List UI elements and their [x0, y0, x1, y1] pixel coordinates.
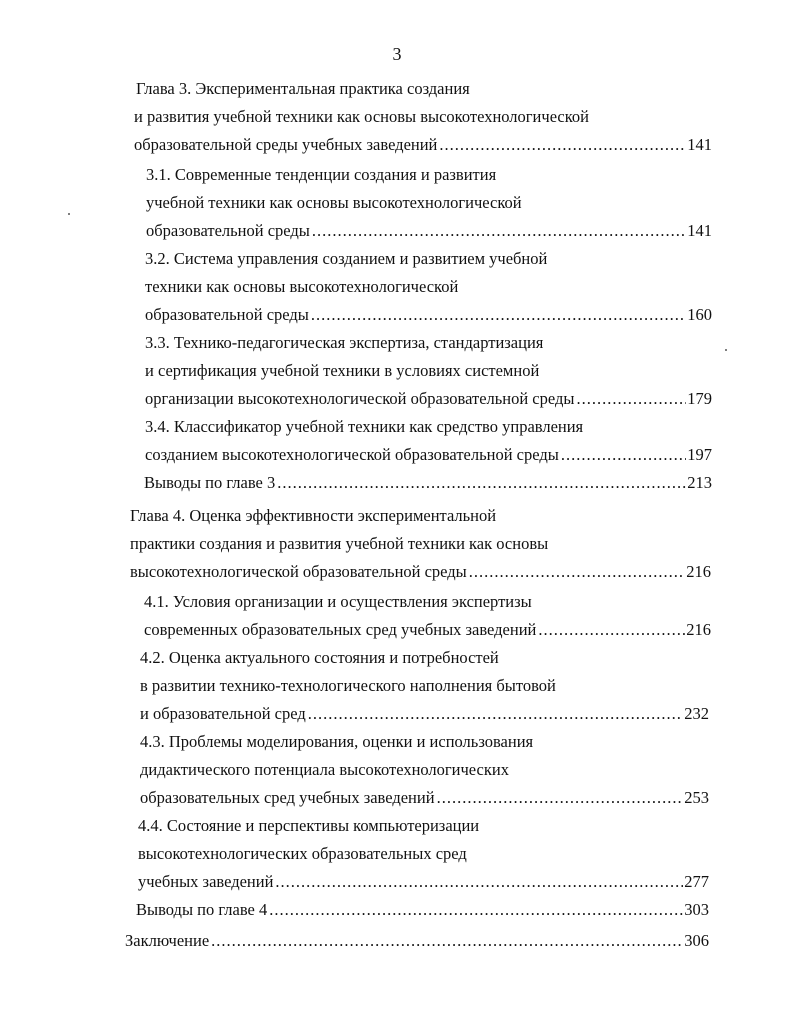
entry-text: 3.3. Технико-педагогическая экспертиза, стандартизация [145, 333, 544, 352]
entry-text: 3.2. Система управления созданием и развитием учебной [145, 249, 548, 268]
entry-last-line [140, 704, 709, 724]
leader-dots [437, 135, 686, 155]
leader-dots [435, 788, 684, 808]
scan-speck [725, 349, 727, 351]
entry-text: высокотехнологических образовательных сред [138, 844, 467, 863]
entry-last-line [138, 872, 709, 892]
entry-text: современных образовательных сред учебных заведений [144, 620, 537, 639]
leader-dots [536, 620, 685, 640]
entry-text: организации высокотехнологической образовательной среды [145, 389, 575, 408]
page-ref: 160 [687, 305, 712, 324]
entry-text: образовательной среды [145, 305, 309, 324]
entry-last-line [125, 931, 709, 951]
leader-dots [306, 704, 684, 724]
entry-text: Глава 3. Экспериментальная практика создания [136, 79, 470, 98]
entry-text: техники как основы высокотехнологической [145, 277, 459, 296]
page-ref: 141 [687, 221, 712, 240]
leader-dots [559, 445, 686, 465]
entry-last-line [146, 221, 712, 241]
entry-text: 4.4. Состояние и перспективы компьютеризации [138, 816, 480, 835]
leader-dots [267, 900, 683, 920]
leader-dots [574, 389, 686, 409]
page-ref: 216 [686, 562, 711, 581]
entry-last-line [134, 135, 712, 155]
page-ref: 277 [684, 872, 709, 891]
entry-last-line [145, 305, 712, 325]
page-ref: 306 [684, 931, 709, 950]
entry-text: образовательной среды [146, 221, 310, 240]
entry-text: 3.1. Современные тенденции создания и развития [146, 165, 497, 184]
entry-last-line [144, 620, 711, 640]
entry-text: высокотехнологической образовательной среды [130, 562, 467, 581]
entry-last-line [144, 473, 712, 493]
entry-text: Глава 4. Оценка эффективности экспериментальной [130, 506, 497, 525]
leader-dots [209, 931, 683, 951]
entry-text: дидактического потенциала высокотехнологических [140, 760, 509, 779]
entry-last-line [140, 788, 709, 808]
entry-text: Заключение [125, 931, 210, 950]
leader-dots [310, 221, 686, 241]
page-ref: 232 [684, 704, 709, 723]
entry-text: 4.3. Проблемы моделирования, оценки и использования [140, 732, 534, 751]
leader-dots [309, 305, 686, 325]
entry-text: образовательной среды учебных заведений [134, 135, 438, 154]
entry-text: в развитии технико-технологического наполнения бытовой [140, 676, 556, 695]
entry-text: образовательных сред учебных заведений [140, 788, 435, 807]
entry-last-line [145, 389, 712, 409]
entry-text: учебной техники как основы высокотехнологической [146, 193, 522, 212]
entry-text: и сертификация учебной техники в условиях системной [145, 361, 540, 380]
entry-text: и развития учебной техники как основы высокотехнологической [134, 107, 590, 126]
entry-text: 4.2. Оценка актуального состояния и потребностей [140, 648, 499, 667]
leader-dots [467, 562, 685, 582]
page-ref: 216 [686, 620, 711, 639]
entry-text: Выводы по главе 4 [136, 900, 268, 919]
scan-speck [68, 213, 70, 215]
entry-text: и образовательной сред [140, 704, 306, 723]
page-ref: 141 [687, 135, 712, 154]
page-ref: 253 [684, 788, 709, 807]
entry-text: Выводы по главе 3 [144, 473, 276, 492]
entry-text: созданием высокотехнологической образовательной среды [145, 445, 559, 464]
entry-last-line [145, 445, 712, 465]
page-ref: 303 [684, 900, 709, 919]
leader-dots [275, 473, 686, 493]
entry-text: учебных заведений [138, 872, 274, 891]
entry-text: 4.1. Условия организации и осуществления экспертизы [144, 592, 532, 611]
entry-text: практики создания и развития учебной техники как основы [130, 534, 549, 553]
entry-text: 3.4. Классификатор учебной техники как средство управления [145, 417, 584, 436]
entry-last-line [130, 562, 711, 582]
page-ref: 213 [687, 473, 712, 492]
page-number: 3 [392, 44, 402, 64]
page-ref: 179 [687, 389, 712, 408]
entry-last-line [136, 900, 709, 920]
leader-dots [273, 872, 683, 892]
page-ref: 197 [687, 445, 712, 464]
